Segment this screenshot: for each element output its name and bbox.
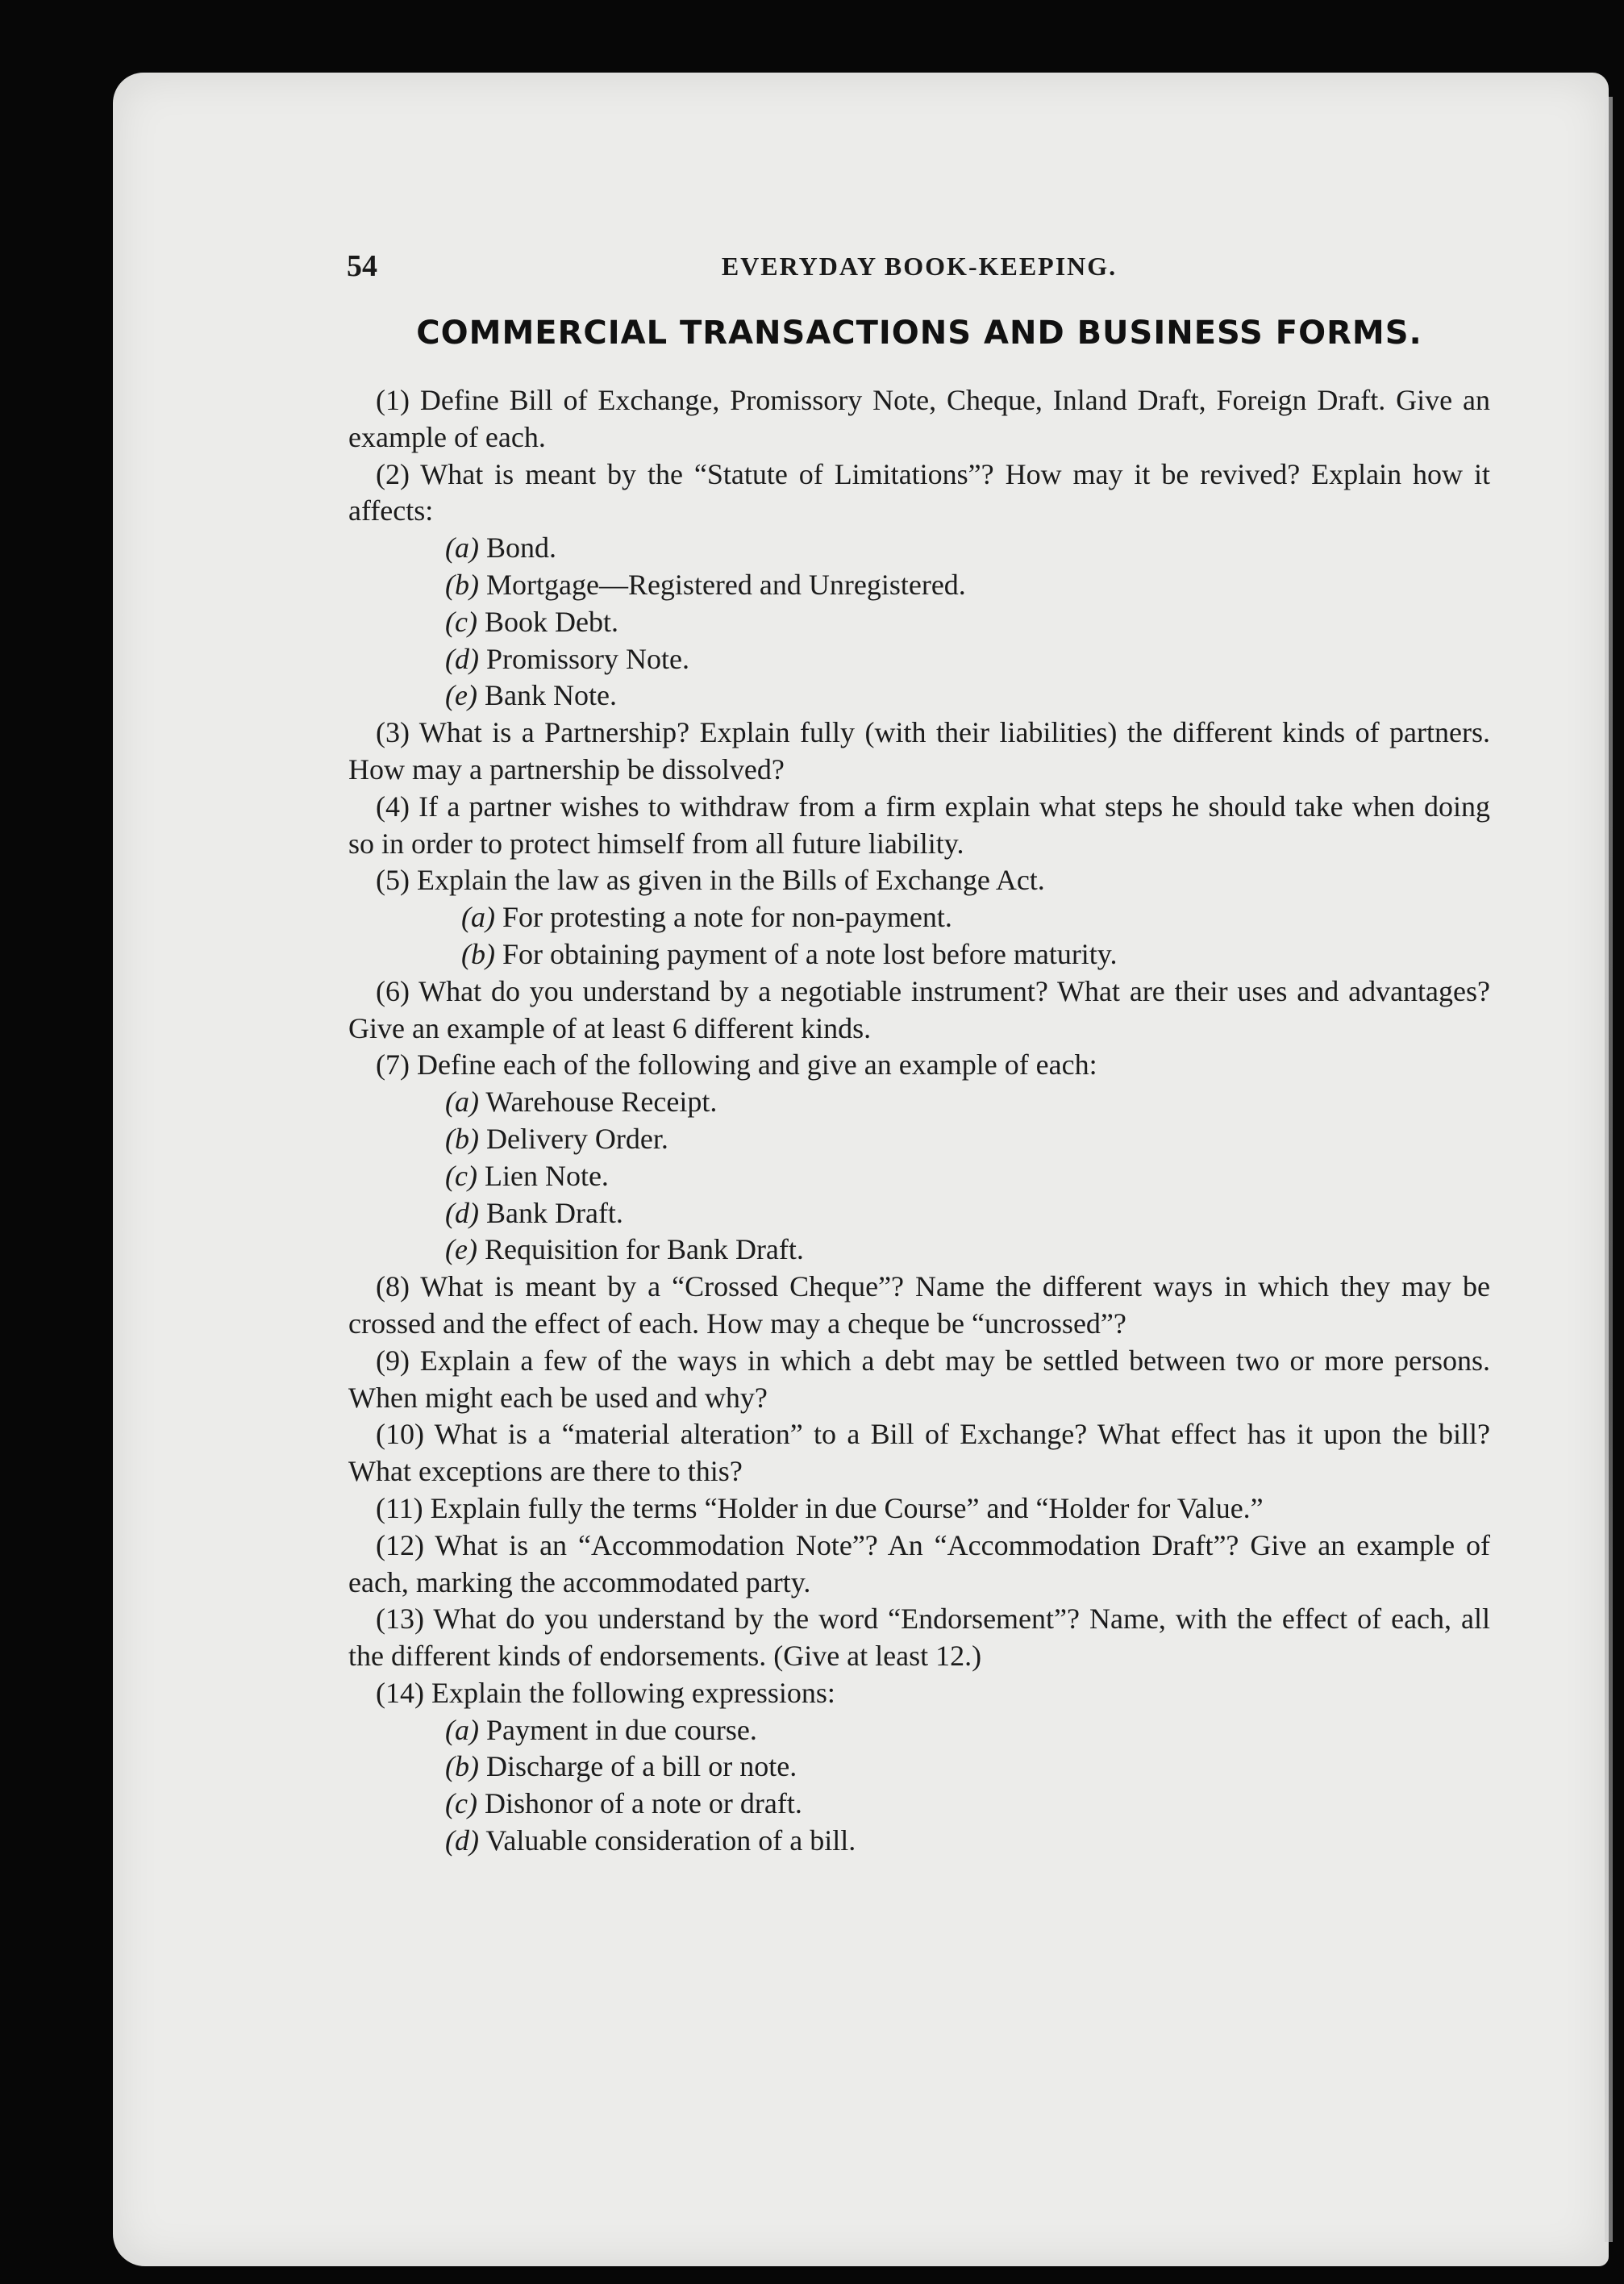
question-13: (13) What do you understand by the word “Endorsement”? Name, with the effect of each, all the different kinds of endorsements. (Give at least 12.) <box>348 1603 1490 1673</box>
running-title: EVERYDAY BOOK-KEEPING. <box>721 252 1118 281</box>
question-8: (8) What is meant by a “Crossed Cheque”? Name the different ways in which they may be crossed and the effect of each. How may a cheque be “uncrossed”? <box>348 1270 1490 1340</box>
item-label: (a) <box>445 531 479 565</box>
item-text: Promissory Note. <box>485 642 689 675</box>
list-item <box>348 604 1490 641</box>
question-7: (7) Define each of the following and give an example of each: <box>376 1048 1097 1082</box>
list-item <box>348 1195 1490 1232</box>
item-text: For protesting a note for non-payment. <box>502 901 952 934</box>
list-item <box>348 1158 1490 1195</box>
question-11: (11) Explain fully the terms “Holder in due Course” and “Holder for Value.” <box>376 1491 1264 1524</box>
item-label: (d) <box>445 1196 479 1229</box>
question-1: (1) Define Bill of Exchange, Promissory Note, Cheque, Inland Draft, Foreign Draft. Give an example of each. <box>348 384 1490 453</box>
list-item <box>348 1121 1490 1158</box>
item-text: Requisition for Bank Draft. <box>484 1233 804 1266</box>
list-item <box>348 1823 1490 1860</box>
question-10: (10) What is a “material alteration” to a Bill of Exchange? What effect has it upon the bill? What exceptions are there to this? <box>348 1418 1490 1488</box>
list-item <box>348 1084 1490 1121</box>
item-label: (d) <box>445 642 479 675</box>
question-2: (2) What is meant by the “Statute of Limitations”? How may it be revived? Explain how it affects: <box>348 457 1490 527</box>
item-label: (a) <box>445 1713 479 1746</box>
question-9: (9) Explain a few of the ways in which a debt may be settled between two or more persons. When might each be used and why? <box>348 1344 1490 1414</box>
item-text: Payment in due course. <box>485 1713 757 1746</box>
list-item <box>348 567 1490 604</box>
list-item <box>348 1786 1490 1823</box>
list-item <box>348 641 1490 678</box>
question-3: (3) What is a Partnership? Explain fully (with their liabilities) the different kinds of partners. How may a partnership be dissolved? <box>348 716 1490 786</box>
item-label: (b) <box>461 937 495 970</box>
list-item <box>348 1712 1490 1749</box>
item-label: (d) <box>445 1824 479 1857</box>
question-12: (12) What is an “Accommodation Note”? An “Accommodation Draft”? Give an example of each, marking the accommodated party. <box>348 1528 1490 1598</box>
item-text: Warehouse Receipt. <box>485 1086 718 1119</box>
list-item <box>348 1232 1490 1269</box>
item-text: Bank Note. <box>484 679 617 712</box>
item-label: (e) <box>445 679 477 712</box>
list-item <box>348 899 1490 936</box>
list-item <box>348 936 1490 973</box>
item-text: Valuable consideration of a bill. <box>485 1824 856 1857</box>
list-item <box>348 1748 1490 1786</box>
question-14: (14) Explain the following expressions: <box>376 1676 835 1709</box>
question-4: (4) If a partner wishes to withdraw from a firm explain what steps he should take when doing so in order to protect himself from all future liability. <box>348 790 1490 860</box>
page-number: 54 <box>347 249 377 283</box>
item-label: (a) <box>445 1086 479 1119</box>
item-text: Delivery Order. <box>485 1122 668 1155</box>
item-text: Discharge of a bill or note. <box>485 1750 797 1783</box>
item-label: (c) <box>445 1787 477 1820</box>
question-5: (5) Explain the law as given in the Bills of Exchange Act. <box>376 864 1045 897</box>
item-label: (c) <box>445 605 477 638</box>
item-label: (e) <box>445 1233 477 1266</box>
item-label: (b) <box>445 1750 479 1783</box>
list-item <box>348 530 1490 567</box>
page-edge <box>1605 97 1613 2242</box>
item-text: Dishonor of a note or draft. <box>484 1787 802 1820</box>
list-item <box>348 677 1490 715</box>
item-text: Bank Draft. <box>485 1196 623 1229</box>
item-label: (b) <box>445 568 479 601</box>
item-label: (c) <box>445 1159 477 1192</box>
item-label: (b) <box>445 1122 479 1155</box>
item-text: Lien Note. <box>484 1159 609 1192</box>
item-text: Mortgage—Registered and Unregistered. <box>485 568 966 601</box>
question-list <box>348 382 1490 1860</box>
item-label: (a) <box>461 901 495 934</box>
section-title: COMMERCIAL TRANSACTIONS AND BUSINESS FORMS. <box>416 315 1422 352</box>
item-text: Book Debt. <box>484 605 618 638</box>
item-text: For obtaining payment of a note lost before maturity. <box>502 937 1118 970</box>
item-text: Bond. <box>485 531 556 565</box>
question-6: (6) What do you understand by a negotiable instrument? What are their uses and advantages? Give an example of at least 6 different kinds. <box>348 974 1490 1044</box>
